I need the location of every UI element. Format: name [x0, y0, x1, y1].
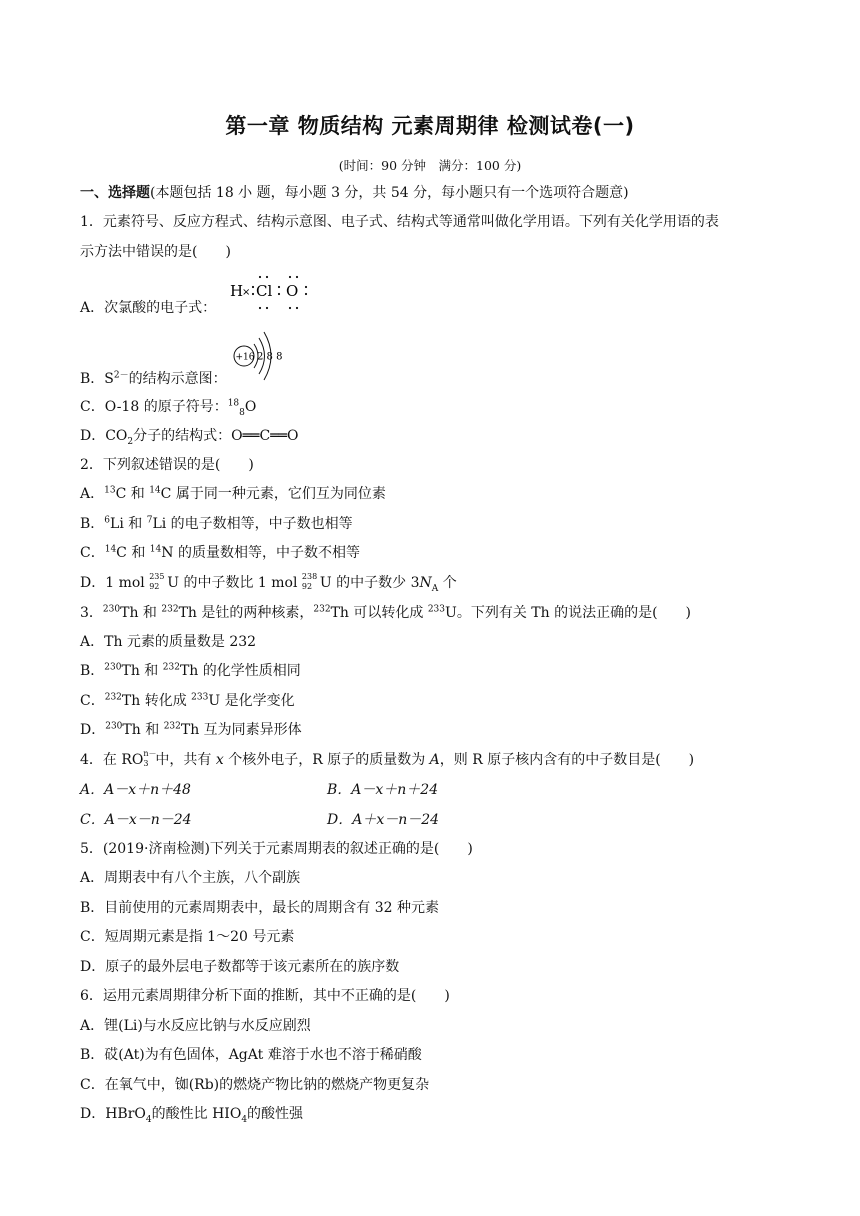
q1-b-charge: 2－	[113, 370, 129, 381]
q1-b-rest: 的结构示意图：	[128, 371, 227, 387]
q6-d-sub2: 4	[241, 1114, 248, 1125]
q3-c-text2: U 是化学变化	[208, 693, 295, 709]
q2-d-iso2-atomic: 92	[301, 582, 313, 591]
q4-ion-charge: n－	[143, 749, 157, 758]
q2-d-rest2: 个	[438, 575, 457, 591]
q2-option-c	[80, 543, 360, 563]
q2-d-na: N	[419, 575, 432, 591]
q1-b-prefix: B．S	[80, 371, 114, 387]
q2-b-prefix: B．	[80, 516, 105, 532]
q6-option-c: C．在氧气中，铷(Rb)的燃烧产物比钠的燃烧产物更复杂	[80, 1077, 430, 1093]
q2-option-a	[80, 484, 386, 504]
q4-ion-count: 3	[143, 759, 149, 768]
q6-stem: 6．运用元素周期律分析下面的推断，其中不正确的是( )	[80, 988, 450, 1004]
q2-b-sup1: 6	[104, 515, 111, 526]
q3-b-sup1: 230	[104, 662, 122, 673]
section-header	[80, 183, 629, 203]
q3-c-text1: Th 转化成	[121, 693, 192, 709]
q2-c-prefix: C．	[80, 545, 105, 561]
q4-mid2: 个核外电子，R 原子的质量数为	[223, 752, 430, 768]
q3-b-prefix: B．	[80, 663, 105, 679]
q3-b-text1: Th 和	[121, 663, 163, 679]
section-header-bold: 一、选择题	[80, 185, 150, 201]
hclo-electron-formula	[228, 268, 318, 312]
q5-option-a: A．周期表中有八个主族，八个副族	[80, 870, 301, 886]
q1-stem-line1: 1．元素符号、反应方程式、结构示意图、电子式、结构式等通常叫做化学用语。下列有关化学用语的表	[80, 214, 719, 230]
q1-c-element: O	[244, 399, 257, 415]
q3-prefix: 3．	[80, 605, 103, 621]
q3-option-d	[80, 720, 302, 740]
formula-o: O	[286, 282, 299, 300]
q3-d-sup1: 230	[105, 721, 123, 732]
q4-option-b: B．A－x＋n＋24	[327, 782, 439, 798]
q1-option-b	[80, 369, 227, 389]
q2-a-prefix: A．	[80, 486, 105, 502]
q6-option-a: A．锂(Li)与水反应比钠与水反应剧烈	[80, 1018, 311, 1034]
q3-c-prefix: C．	[80, 693, 105, 709]
shell-electrons: 2 8 8	[257, 351, 283, 363]
q3-stem	[80, 603, 691, 623]
q6-d-sub1: 4	[145, 1114, 152, 1125]
q3-d-text2: Th 互为同素异形体	[180, 722, 302, 738]
q5-option-d: D．原子的最外层电子数都等于该元素所在的族序数	[80, 959, 400, 975]
q4-mid1: 中，共有	[155, 752, 216, 768]
q2-c-sup2: 14	[149, 544, 162, 555]
q3-option-b	[80, 661, 301, 681]
sulfide-structure-diagram	[230, 328, 290, 384]
q5-option-b: B．目前使用的元素周期表中，最长的周期含有 32 种元素	[80, 900, 440, 916]
page-subtitle: (时间：90 分钟 满分：100 分)	[338, 158, 522, 173]
q3-d-sup2: 232	[163, 721, 181, 732]
q4-stem	[80, 750, 694, 770]
q1-c-mass: 18	[227, 398, 240, 409]
q1-option-a: A．次氯酸的电子式：	[80, 300, 217, 316]
q4-x: x	[215, 752, 224, 768]
q4-option-d: D．A＋x－n－24	[327, 812, 440, 828]
q3-sup4: 233	[427, 604, 446, 615]
q1-d-rest: 分子的结构式：O══C══O	[133, 428, 299, 444]
q2-a-text2: C 属于同一种元素，它们互为同位素	[160, 486, 386, 502]
q5-option-c: C．短周期元素是指 1～20 号元素	[80, 929, 295, 945]
q4-option-a: A．A－x＋n＋48	[80, 782, 191, 798]
q3-text4: U。下列有关 Th 的说法正确的是( )	[445, 605, 691, 621]
q2-d-iso1-atomic: 92	[149, 582, 160, 591]
q3-sup3: 232	[313, 604, 331, 615]
q2-d-iso1-mass: 235	[149, 572, 165, 581]
q6-option-d	[80, 1104, 303, 1124]
q1-c-atomic: 8	[239, 407, 245, 418]
q6-d-prefix: D．HBrO	[80, 1106, 146, 1122]
q3-sup2: 232	[161, 604, 179, 615]
q4-mid3: ，则 R 原子核内含有的中子数目是( )	[439, 752, 695, 768]
q3-option-c	[80, 691, 295, 711]
formula-cl: Cl	[256, 282, 273, 300]
q3-d-prefix: D．	[80, 722, 106, 738]
q4-A: A	[429, 752, 440, 768]
section-header-rest: (本题包括 18 小 题，每小题 3 分，共 54 分，每小题只有一个选项符合题意)	[150, 185, 629, 201]
q2-b-text2: Li 的电子数相等，中子数也相等	[152, 516, 353, 532]
q2-c-sup1: 14	[104, 544, 117, 555]
q2-b-text1: Li 和	[110, 516, 147, 532]
q2-d-isotope2	[302, 573, 320, 593]
q3-text1: Th 和	[120, 605, 162, 621]
q2-d-mid: U 的中子数比 1 mol	[167, 575, 302, 591]
q4-option-c: C．A－x－n－24	[80, 812, 192, 828]
q3-b-text2: Th 的化学性质相同	[179, 663, 301, 679]
q2-c-text2: N 的质量数相等，中子数不相等	[161, 545, 360, 561]
q2-d-iso2-mass: 238	[301, 572, 318, 581]
q1-option-c	[80, 397, 256, 417]
q1-d-sub: 2	[127, 436, 134, 447]
nucleus-charge: +16	[235, 352, 255, 363]
formula-cross: ×	[242, 287, 251, 298]
q4-prefix: 4．在 RO	[80, 752, 144, 768]
q2-option-b	[80, 514, 353, 534]
q3-d-text1: Th 和	[122, 722, 164, 738]
q2-c-text1: C 和	[116, 545, 150, 561]
q2-a-sup2: 14	[149, 485, 161, 496]
q3-option-a: A．Th 元素的质量数是 232	[80, 634, 257, 650]
q2-d-prefix: D．1 mol	[80, 575, 150, 591]
q3-c-sup2: 233	[191, 692, 209, 703]
q2-d-rest1: U 的中子数少 3	[319, 575, 420, 591]
q6-d-rest: 的酸性强	[247, 1106, 304, 1122]
q2-d-na-sub: A	[431, 583, 439, 594]
q1-stem-line2: 示方法中错误的是( )	[80, 244, 231, 260]
page-title: 第一章 物质结构 元素周期律 检测试卷(一)	[225, 114, 635, 138]
q1-d-prefix: D．CO	[80, 428, 128, 444]
q1-option-d	[80, 426, 299, 446]
q2-d-isotope1	[149, 573, 167, 593]
q3-b-sup2: 232	[162, 662, 180, 673]
q6-option-b: B．砹(At)为有色固体，AgAt 难溶于水也不溶于稀硝酸	[80, 1047, 422, 1063]
q2-stem: 2．下列叙述错误的是( )	[80, 457, 254, 473]
q2-b-sup2: 7	[146, 515, 153, 526]
q2-option-d	[80, 573, 457, 593]
q6-d-mid: 的酸性比 HIO	[151, 1106, 242, 1122]
q3-c-sup1: 232	[104, 692, 122, 703]
q5-stem: 5．(2019·济南检测)下列关于元素周期表的叙述正确的是( )	[80, 841, 473, 857]
q4-ion-indices	[143, 750, 155, 770]
q2-a-text1: C 和	[115, 486, 150, 502]
q3-text3: Th 可以转化成	[330, 605, 428, 621]
q2-a-sup1: 13	[104, 485, 116, 496]
q3-text2: Th 是钍的两种核素，	[178, 605, 314, 621]
q1-c-prefix: C．O-18 的原子符号：	[80, 399, 228, 415]
q3-sup1: 230	[102, 604, 121, 615]
formula-h: H	[230, 282, 244, 300]
